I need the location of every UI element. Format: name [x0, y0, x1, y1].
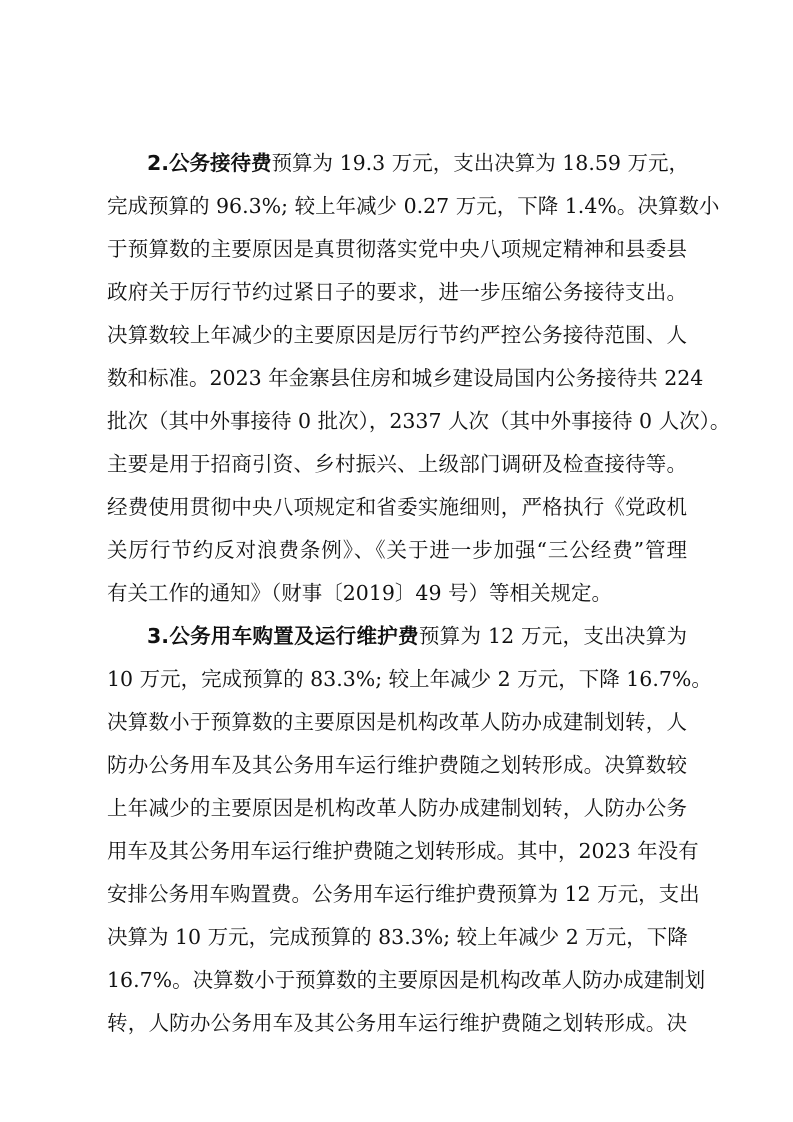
paragraph-line: 决算数较上年减少的主要原因是厉行节约严控公务接待范围、人: [107, 323, 687, 347]
paragraph-line: 政府关于厉行节约过紧日子的要求，进一步压缩公务接待支出。: [107, 280, 687, 304]
paragraph-line: 关厉行节约反对浪费条例》、《关于进一步加强“三公经费”管理: [107, 538, 687, 562]
paragraph-line: 用车及其公务用车运行维护费随之划转形成。其中，2023 年没有: [107, 839, 699, 863]
section-heading: 3.公务用车购置及运行维护费: [147, 624, 419, 648]
paragraph-line: 转，人防办公务用车及其公务用车运行维护费随之划转形成。决: [107, 1011, 687, 1035]
paragraph-line: 经费使用贯彻中央八项规定和省委实施细则，严格执行《党政机: [107, 495, 687, 519]
section-heading: 2.公务接待费: [147, 151, 272, 175]
paragraph-line: 上年减少的主要原因是机构改革人防办成建制划转，人防办公务: [107, 796, 687, 820]
paragraph-line: [147, 623, 687, 649]
paragraph-line: [147, 150, 687, 176]
paragraph-text: 预算为 12 万元，支出决算为: [418, 624, 687, 648]
paragraph-line: 主要是用于招商引资、乡村振兴、上级部门调研及检查接待等。: [107, 452, 687, 476]
paragraph-line: 决算为 10 万元，完成预算的 83.3%; 较上年减少 2 万元，下降: [107, 925, 688, 949]
paragraph-line: 决算数小于预算数的主要原因是机构改革人防办成建制划转，人: [107, 710, 687, 734]
paragraph-text: 预算为 19.3 万元，支出决算为 18.59 万元，: [271, 151, 689, 175]
paragraph-line: 数和标准。2023 年金寨县住房和城乡建设局国内公务接待共 224: [107, 366, 704, 390]
paragraph-line: 于预算数的主要原因是真贯彻落实党中央八项规定精神和县委县: [107, 237, 687, 261]
paragraph-line: 有关工作的通知》（财事〔2019〕49 号）等相关规定。: [107, 581, 613, 605]
paragraph-line: 完成预算的 96.3%; 较上年减少 0.27 万元，下降 1.4%。决算数小: [107, 194, 720, 218]
paragraph-line: 防办公务用车及其公务用车运行维护费随之划转形成。决算数较: [107, 753, 687, 777]
paragraph-line: 批次（其中外事接待 0 批次），2337 人次（其中外事接待 0 人次）。: [107, 409, 731, 433]
paragraph-line: 安排公务用车购置费。公务用车运行维护费预算为 12 万元，支出: [107, 882, 700, 906]
paragraph-line: 10 万元，完成预算的 83.3%; 较上年减少 2 万元，下降 16.7%。: [107, 667, 712, 691]
paragraph-line: 16.7%。决算数小于预算数的主要原因是机构改革人防办成建制划: [107, 968, 706, 992]
